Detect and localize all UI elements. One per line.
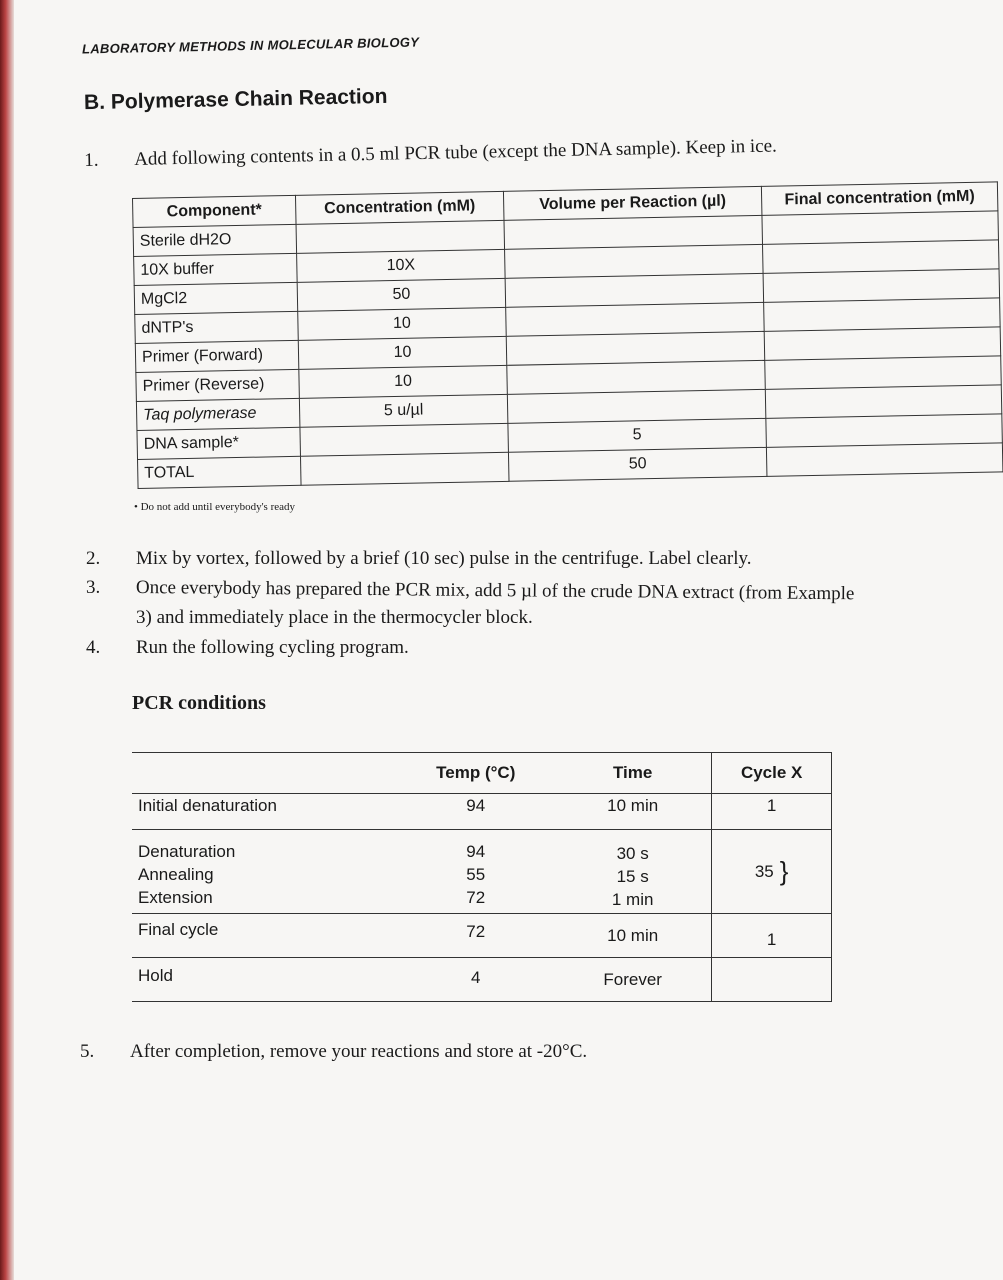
cell-concentration: 10X [297, 249, 506, 282]
cell-concentration: 50 [297, 278, 506, 311]
cell-final [764, 327, 1001, 361]
col-header-cycle: Cycle X [712, 753, 832, 794]
cell-time: 15 s [616, 867, 649, 886]
step-number: 2. [86, 548, 101, 569]
cell-concentration [300, 423, 509, 456]
cell-volume: 5 [508, 418, 767, 452]
cell-final [762, 211, 999, 245]
col-header-time: Time [554, 753, 712, 794]
cell-step: Initial denaturation [132, 794, 398, 830]
cell-cycle: 1 [712, 914, 832, 958]
cell-final [764, 298, 1001, 332]
cell-cycle [712, 830, 832, 914]
cell-component: Sterile dH2O [133, 224, 297, 256]
cell-concentration: 10 [298, 307, 507, 340]
cell-time: 30 s [616, 844, 649, 863]
cell-step: Annealing [138, 865, 214, 884]
cell-component: MgCl2 [134, 282, 298, 314]
page-edge [0, 0, 14, 1280]
step-text: Once everybody has prepared the PCR mix, add 5 µl of the crude DNA extract (from Example [135, 577, 855, 605]
cell-final [763, 269, 1000, 303]
cell-temp-group [398, 830, 555, 914]
cell-component: Primer (Forward) [135, 340, 299, 372]
brace-icon: } [779, 856, 789, 886]
cell-final [763, 240, 1000, 274]
step-text: After completion, remove your reactions and store at -20°C. [130, 1041, 588, 1062]
table-row [132, 958, 832, 1002]
cell-time-group [554, 830, 712, 914]
footnote: • Do not add until everybody's ready [134, 501, 296, 513]
step-text: Add following contents in a 0.5 ml PCR tube (except the DNA sample). Keep in ice. [133, 135, 778, 170]
step-number: 5. [80, 1041, 95, 1062]
cell-final [765, 356, 1002, 390]
step-3 [86, 577, 996, 633]
step-1 [84, 131, 984, 178]
cell-step: Extension [138, 888, 213, 907]
cell-step: Denaturation [138, 842, 236, 861]
cell-temp: 94 [466, 842, 486, 861]
cell-temp: 72 [398, 914, 555, 958]
step-2 [86, 548, 986, 574]
cell-component: 10X buffer [134, 253, 298, 285]
cell-component: DNA sample* [137, 427, 301, 459]
running-head: LABORATORY METHODS IN MOLECULAR BIOLOGY [81, 34, 420, 57]
table-header-row [132, 753, 832, 794]
cell-temp: 72 [466, 888, 486, 907]
cell-component: dNTP's [135, 311, 299, 343]
step-5 [80, 1041, 980, 1069]
col-header-step [132, 753, 398, 794]
cell-concentration: 10 [299, 365, 508, 398]
cell-step-group [132, 830, 398, 914]
cell-concentration: 5 u/µl [299, 394, 508, 427]
cell-cycle: 1 [712, 794, 832, 830]
step-number: 3. [86, 577, 101, 598]
table-row [132, 914, 832, 958]
section-title: B. Polymerase Chain Reaction [83, 84, 388, 115]
cell-concentration: 10 [298, 336, 507, 369]
cell-component: TOTAL [138, 456, 302, 488]
cell-time: Forever [554, 958, 712, 1002]
col-header-volume: Volume per Reaction (µl) [503, 186, 762, 220]
step-number: 1. [84, 149, 99, 171]
cell-final [766, 414, 1003, 448]
cell-step: Final cycle [132, 914, 398, 958]
cell-concentration [296, 220, 505, 253]
cell-component: Taq polymerase [136, 398, 300, 430]
cell-temp: 55 [466, 865, 486, 884]
cell-concentration [300, 452, 509, 485]
cell-final [766, 443, 1003, 477]
col-header-final: Final concentration (mM) [761, 182, 998, 216]
table-row [132, 794, 832, 830]
cell-time: 1 min [611, 890, 654, 909]
col-header-temp: Temp (°C) [398, 753, 555, 794]
pcr-conditions-table [132, 752, 832, 1002]
step-text-continued: 3) and immediately place in the thermocycler block. [136, 607, 533, 628]
cell-time: 10 min [554, 794, 712, 830]
col-header-component: Component* [133, 195, 297, 227]
step-number: 4. [86, 637, 101, 658]
cell-volume: 50 [508, 447, 767, 481]
cell-step: Hold [132, 958, 398, 1002]
cell-temp: 94 [398, 794, 555, 830]
step-text: Run the following cycling program. [136, 637, 409, 658]
component-table [132, 181, 1003, 489]
step-text: Mix by vortex, followed by a brief (10 sec) pulse in the centrifuge. Label clearly. [136, 548, 752, 569]
cell-time: 10 min [554, 914, 712, 958]
pcr-conditions-title: PCR conditions [132, 692, 266, 714]
cycle-count: 35 [754, 861, 774, 881]
col-header-concentration: Concentration (mM) [295, 191, 504, 224]
cell-cycle [712, 958, 832, 1002]
step-4 [86, 637, 986, 663]
table-row-cycle-block [132, 830, 832, 914]
cell-temp: 4 [398, 958, 555, 1002]
cell-final [765, 385, 1002, 419]
cell-component: Primer (Reverse) [136, 369, 300, 401]
